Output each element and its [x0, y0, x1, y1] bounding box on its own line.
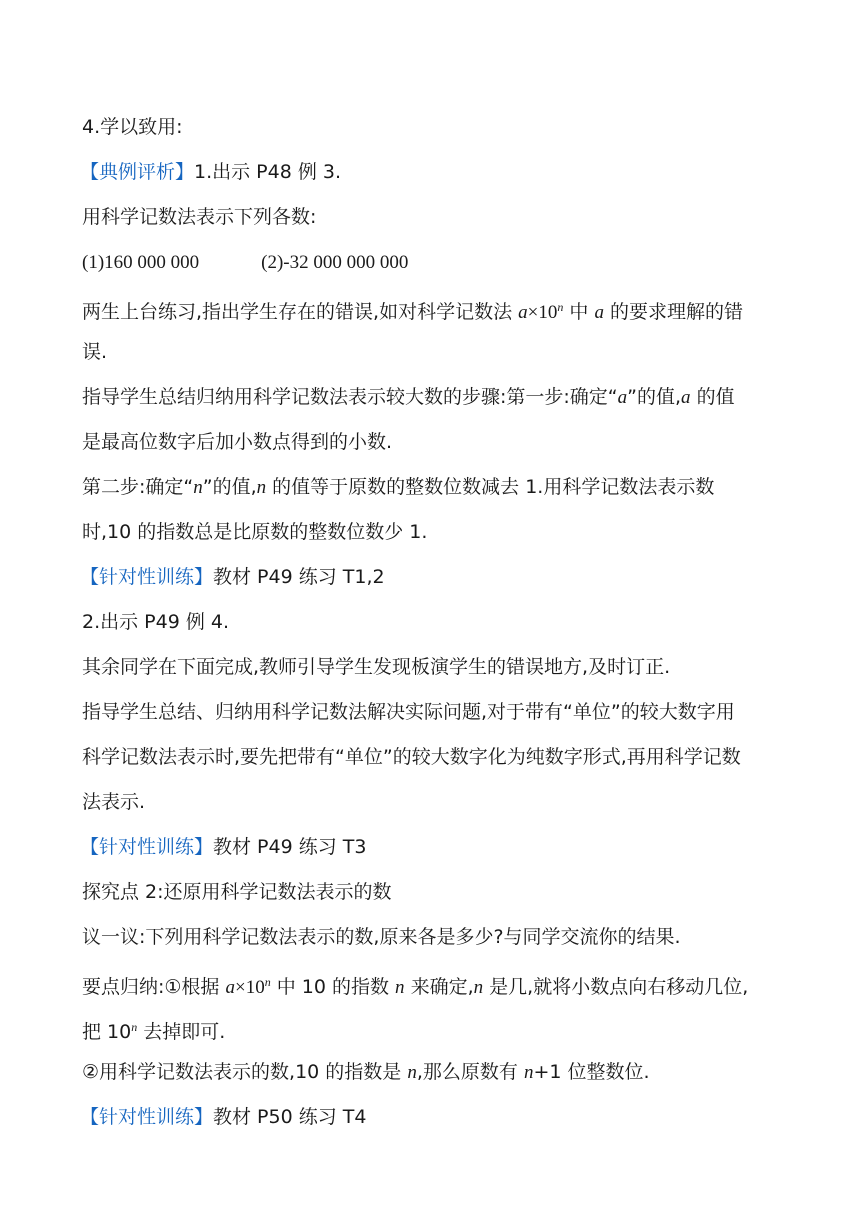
tag-example-analysis: 【典例评析】: [80, 161, 195, 183]
exercise-1: (1)160 000 000: [82, 252, 200, 273]
targeted-training-line: 【针对性训练】教材 P49 练习 T1,2: [80, 566, 385, 588]
paragraph-line: 是最高位数字后加小数点得到的小数.: [82, 431, 393, 453]
section-heading-apply: 4.学以致用:: [82, 116, 183, 138]
exercise-numbers-line: [82, 250, 408, 274]
paragraph-line: 科学记数法表示时,要先把带有“单位”的较大数字化为纯数字形式,再用科学记数: [82, 746, 741, 768]
paragraph-line: ②用科学记数法表示的数,10 的指数是 n,那么原数有 n+1 位整数位.: [82, 1061, 650, 1083]
paragraph-line: 要点归纳:①根据 $a\times 10^n$ 中 10 的指数 n 来确定,n 是几,就将小数点向右移动几位,: [82, 975, 749, 998]
targeted-training-line: 【针对性训练】教材 P49 练习 T3: [80, 836, 367, 858]
example-line: 2.出示 P49 例 4.: [82, 611, 230, 633]
example-analysis-line: 【典例评析】1.出示 P48 例 3.: [80, 161, 342, 183]
paragraph-line: 其余同学在下面完成,教师引导学生发现板演学生的错误地方,及时订正.: [82, 656, 671, 678]
paragraph-line: 把 10$^n$ 去掉即可.: [82, 1020, 226, 1043]
paragraph-line: 误.: [82, 341, 108, 363]
paragraph-line: 指导学生总结、归纳用科学记数法解决实际问题,对于带有“单位”的较大数字用: [82, 701, 735, 723]
paragraph-line: 法表示.: [82, 791, 146, 813]
section-heading-explore: 探究点 2:还原用科学记数法表示的数: [82, 881, 392, 903]
targeted-training-line: 【针对性训练】教材 P50 练习 T4: [80, 1106, 367, 1128]
instruction-line: 用科学记数法表示下列各数:: [82, 206, 317, 228]
tag-targeted-training: 【针对性训练】: [80, 836, 214, 858]
paragraph-line: 议一议:下列用科学记数法表示的数,原来各是多少?与同学交流你的结果.: [82, 926, 681, 948]
paragraph-line: 两生上台练习,指出学生存在的错误,如对科学记数法 $a\times 10^n$ 中 a 的要求理解的错: [82, 300, 743, 323]
tag-targeted-training: 【针对性训练】: [80, 566, 214, 588]
exercise-2: (2)-32 000 000 000: [261, 252, 409, 273]
paragraph-line: 第二步:确定“n”的值,n 的值等于原数的整数位数减去 1.用科学记数法表示数: [82, 476, 715, 498]
paragraph-line: 指导学生总结归纳用科学记数法表示较大数的步骤:第一步:确定“a”的值,a 的值: [82, 386, 735, 408]
tag-targeted-training: 【针对性训练】: [80, 1106, 214, 1128]
paragraph-line: 时,10 的指数总是比原数的整数位数少 1.: [82, 521, 428, 543]
